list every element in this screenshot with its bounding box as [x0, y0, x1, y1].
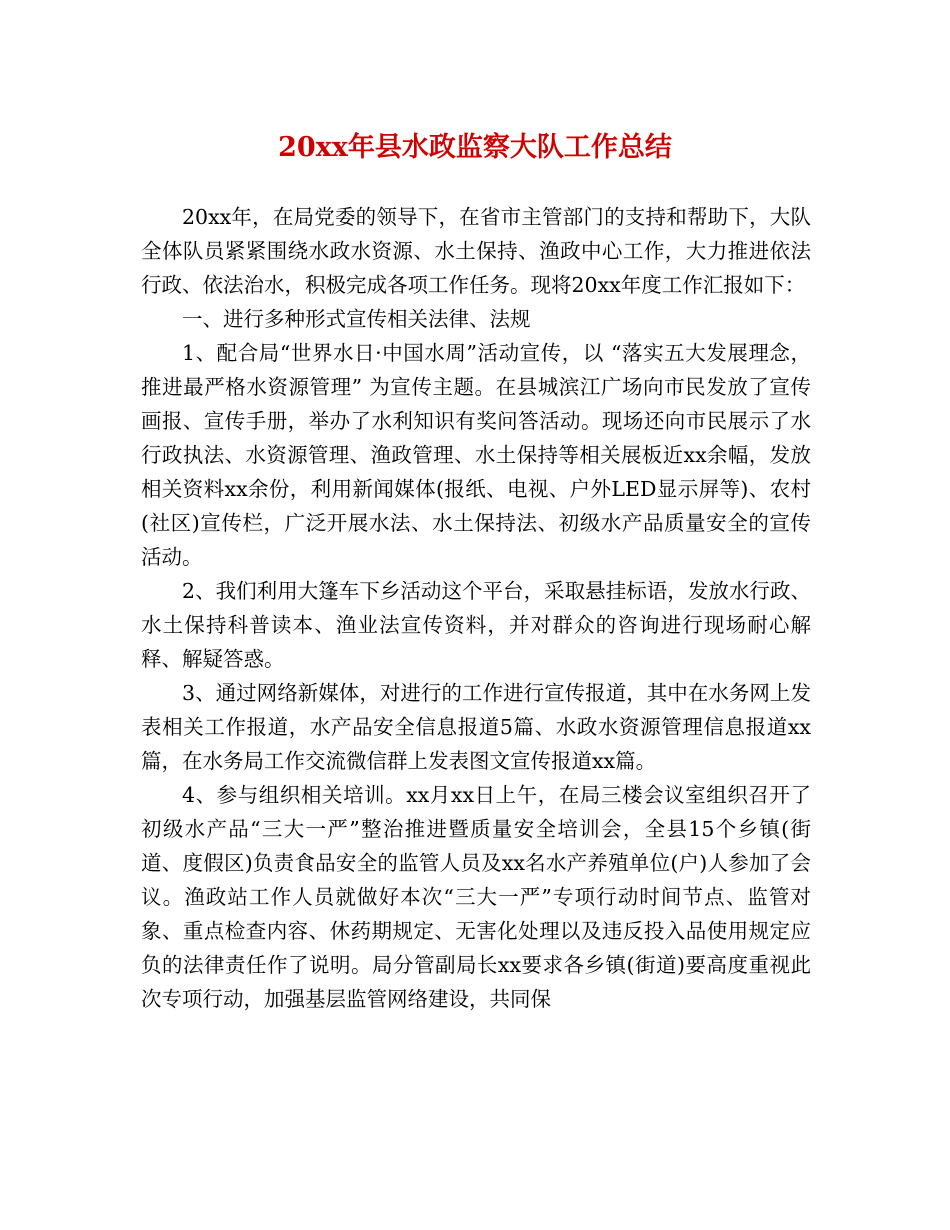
document-title: 20xx年县水政监察大队工作总结 — [278, 132, 672, 163]
paragraph-item-3: 3、通过网络新媒体，对进行的工作进行宣传报道，其中在水务网上发表相关工作报道，水产品安全信息报道5篇、水政水资源管理信息报道xx篇，在水务局工作交流微信群上发表图文宣传报道xx篇。 — [141, 681, 811, 773]
paragraph-item-1: 1、配合局“世界水日·中国水周”活动宣传，以 “落实五大发展理念，推进最严格水资源管理” 为宣传主题。在县城滨江广场向市民发放了宣传画报、宣传手册，举办了水利知识有奖问答活动。现场还向市民展示了水行政执法、水资源管理、渔政管理、水土保持等相关展板近xx余幅，发放相关资料xx余份，利用新闻媒体(报纸、电视、户外LED显示屏等)、农村(社区)宣传栏，广泛开展水法、水土保持法、初级水产品质量安全的宣传活动。 — [141, 341, 811, 569]
section-heading-1: 一、进行多种形式宣传相关法律、法规 — [182, 307, 531, 331]
paragraph-intro: 20xx年，在局党委的领导下，在省市主管部门的支持和帮助下，大队全体队员紧紧围绕水政水资源、水土保持、渔政中心工作，大力推进依法行政、依法治水，积极完成各项工作任务。现将20xx年度工作汇报如下： — [141, 205, 811, 297]
paragraph-item-2: 2、我们利用大篷车下乡活动这个平台，采取悬挂标语，发放水行政、水土保持科普读本、渔业法宣传资料，并对群众的咨询进行现场耐心解释、解疑答惑。 — [141, 579, 811, 671]
paragraph-item-4: 4、参与组织相关培训。xx月xx日上午，在局三楼会议室组织召开了初级水产品“三大一严”整治推进暨质量安全培训会，全县15个乡镇(街道、度假区)负责食品安全的监管人员及xx名水产养殖单位(户)人参加了会议。渔政站工作人员就做好本次“三大一严”专项行动时间节点、监管对象、重点检查内容、休药期规定、无害化处理以及违反投入品使用规定应负的法律责任作了说明。局分管副局长xx要求各乡镇(街道)要高度重视此次专项行动，加强基层监管网络建设，共同保 — [141, 783, 811, 1011]
document-body — [141, 200, 811, 1016]
